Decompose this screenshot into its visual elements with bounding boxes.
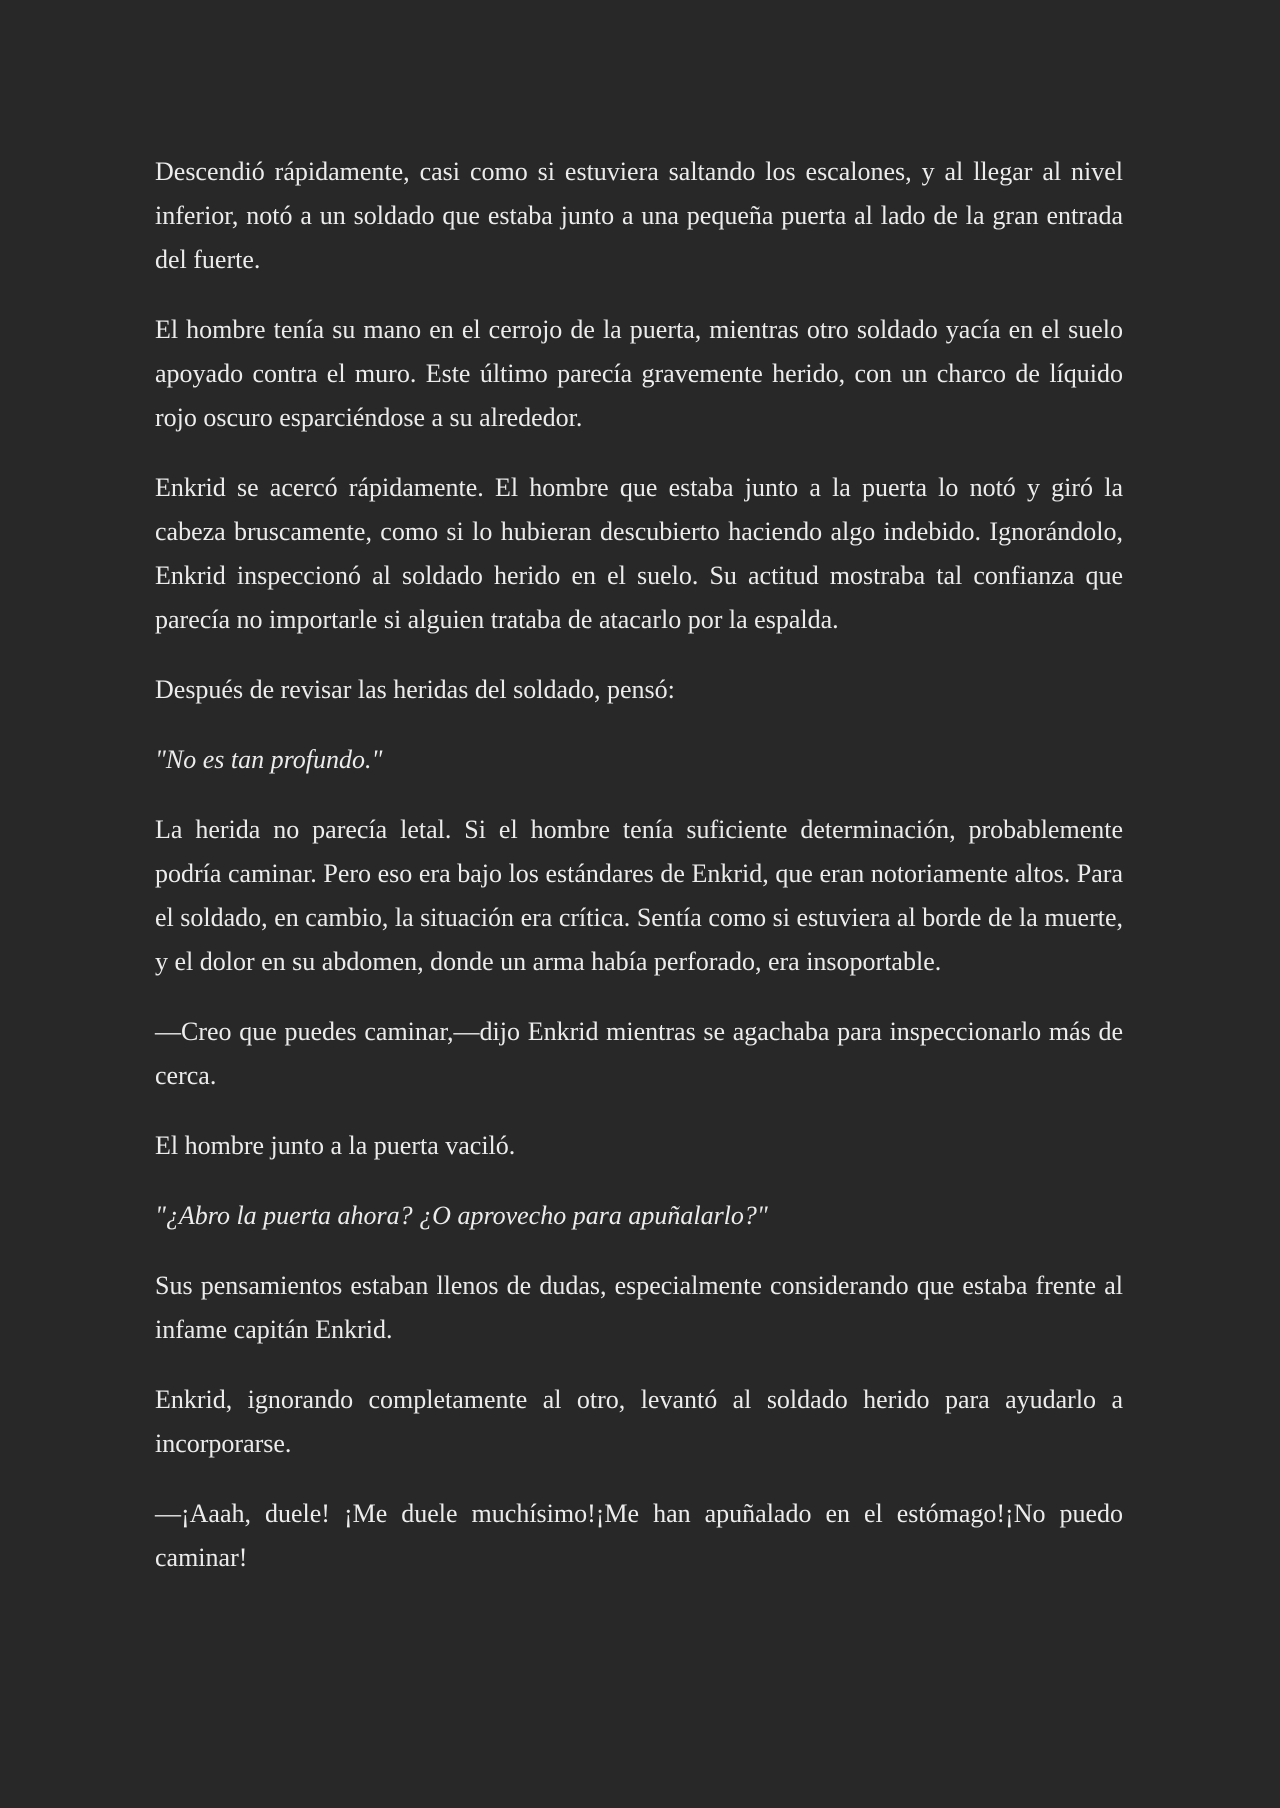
paragraph: Descendió rápidamente, casi como si estuviera saltando los escalones, y al llegar al nivel inferior, notó a un soldado que estaba junto a una pequeña puerta al lado de la gran entrada del fuerte. — [155, 157, 1123, 274]
thought-paragraph: "No es tan profundo." — [155, 745, 383, 774]
paragraph: Enkrid se acercó rápidamente. El hombre que estaba junto a la puerta lo notó y giró la cabeza bruscamente, como si lo hubieran descubierto haciendo algo indebido. Ignorándolo, Enkrid inspeccionó al soldado herido en el suelo. Su actitud mostraba tal confianza que parecía no importarle si alguien trataba de atacarlo por la espalda. — [155, 473, 1123, 634]
paragraph: Sus pensamientos estaban llenos de dudas, especialmente considerando que estaba frente al infame capitán Enkrid. — [155, 1271, 1123, 1344]
dialogue-paragraph: —¡Aaah, duele! ¡Me duele muchísimo!¡Me han apuñalado en el estómago!¡No puedo caminar! — [155, 1499, 1123, 1572]
paragraph: Después de revisar las heridas del soldado, pensó: — [155, 675, 675, 704]
paragraph: La herida no parecía letal. Si el hombre tenía suficiente determinación, probablemente podría caminar. Pero eso era bajo los estándares de Enkrid, que eran notoriamente altos. Para el soldado, en cambio, la situación era crítica. Sentía como si estuviera al borde de la muerte, y el dolor en su abdomen, donde un arma había perforado, era insoportable. — [155, 815, 1123, 976]
paragraph: El hombre junto a la puerta vaciló. — [155, 1131, 516, 1160]
paragraph: Enkrid, ignorando completamente al otro, levantó al soldado herido para ayudarlo a incorporarse. — [155, 1385, 1123, 1458]
dialogue-paragraph: —Creo que puedes caminar,—dijo Enkrid mientras se agachaba para inspeccionarlo más de cerca. — [155, 1017, 1123, 1090]
paragraph: El hombre tenía su mano en el cerrojo de la puerta, mientras otro soldado yacía en el suelo apoyado contra el muro. Este último parecía gravemente herido, con un charco de líquido rojo oscuro esparciéndose a su alrededor. — [155, 315, 1123, 432]
chapter-text — [155, 150, 1123, 1580]
thought-paragraph: "¿Abro la puerta ahora? ¿O aprovecho para apuñalarlo?" — [155, 1201, 768, 1230]
